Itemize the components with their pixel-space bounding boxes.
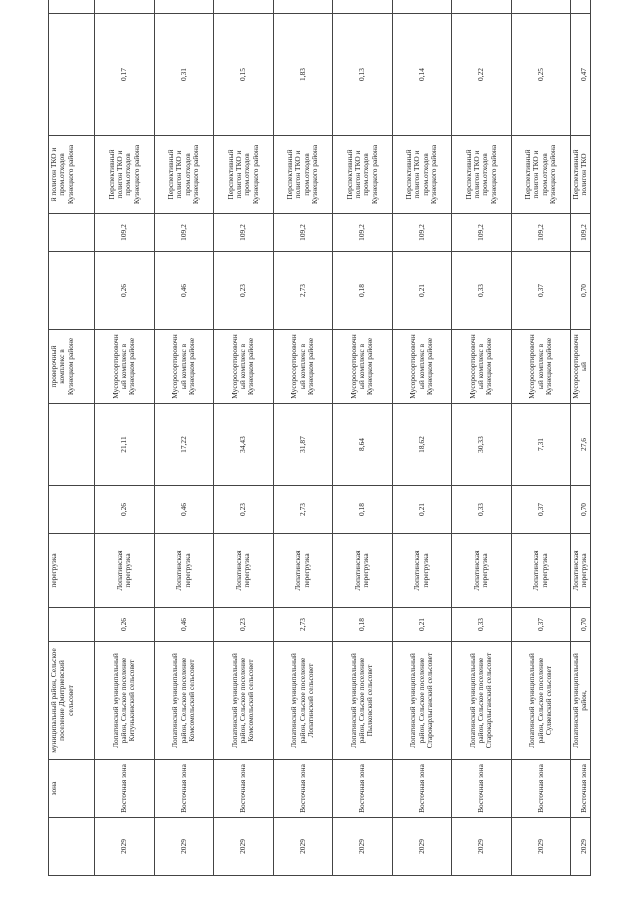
cell-mass-1: 0,23: [214, 608, 274, 642]
cell-mass-5: [49, 14, 95, 136]
cell-facility-2: Перспективный полигон ТКО и пром.отходов Кузнецкого района: [392, 136, 452, 214]
cell-facility-1: Мусоросортировочный комплекс в Кузнецком районе: [511, 330, 571, 404]
cell-capacity: 109,2: [214, 214, 274, 252]
cell-facility-2: Перспективный полигон ТКО и пром.отходов Кузнецкого района: [214, 136, 274, 214]
cell-mass-4: [49, 252, 95, 330]
cell-municipality: Лопатинский муниципальный район, Сельское поселение Старокарлыганский сельсовет: [392, 642, 452, 760]
cell-facility-1: Мусоросортировочный комплекс в Кузнецком районе: [154, 330, 214, 404]
cell-zone: Восточная зона: [392, 760, 452, 818]
cell-year: [49, 818, 95, 876]
cell-mass-4: 0,26: [95, 252, 155, 330]
table-row: [511, 0, 571, 876]
cell-mass-4: 0,70: [571, 252, 591, 330]
cell-mass-3: 34,43: [214, 404, 274, 486]
cell-year: 2029: [214, 818, 274, 876]
cell-operation: Лопатинская перегрузка: [392, 534, 452, 608]
cell-capacity: [49, 214, 95, 252]
cell-mass-1: 0,26: [95, 608, 155, 642]
cell-year: 2029: [392, 818, 452, 876]
cell-mass-2: 2,73: [273, 486, 333, 534]
cell-mass-4: 0,18: [333, 252, 393, 330]
cell-zone: Восточная зона: [154, 760, 214, 818]
cell-mass-2: 0,21: [392, 486, 452, 534]
cell-facility-2: й полигон ТКО и пром.отходов Кузнецкого района: [49, 136, 95, 214]
cell-year: 2029: [511, 818, 571, 876]
cell-mass-5: 0,14: [392, 14, 452, 136]
cell-operation: перегрузка: [49, 534, 95, 608]
cell-mass-1: 0,37: [511, 608, 571, 642]
table-row: [273, 0, 333, 876]
cell-mass-2: 0,33: [452, 486, 512, 534]
cell-zone: Восточная зона: [333, 760, 393, 818]
cell-municipality: муниципальный район, Сельское поселение Дмитриевский сельсовет: [49, 642, 95, 760]
cell-facility-2: Перспективный полигон ТКО и пром.отходов Кузнецкого района: [511, 136, 571, 214]
cell-mass-3: 27,6: [571, 404, 591, 486]
cell-mass-2: 0,70: [571, 486, 591, 534]
cell-mass-5: 1,83: [273, 14, 333, 136]
cell-facility-1: Мусоросортировочный комплекс в Кузнецком районе: [273, 330, 333, 404]
cell-municipality: Лопатинский муниципальный район, Сельское поселение Лопатинский сельсовет: [273, 642, 333, 760]
table-row: [154, 0, 214, 876]
cell-municipality: Лопатинский муниципальный район, Сельское поселение Комсомольский сельсовет: [154, 642, 214, 760]
cell-mass-5: 0,25: [511, 14, 571, 136]
cell-municipality: Лопатинский муниципальный район, Сельское поселение Китунькинский сельсовет: [95, 642, 155, 760]
cell-mass-2: 0,26: [95, 486, 155, 534]
cell-facility-1: Мусоросортировочный комплекс в Кузнецком районе: [214, 330, 274, 404]
cell-operation: Лопатинская перегрузка: [333, 534, 393, 608]
table-row: [452, 0, 512, 876]
cell-mass-4: 0,33: [452, 252, 512, 330]
cell-mass-3: 21,11: [95, 404, 155, 486]
cell-zone: Восточная зона: [214, 760, 274, 818]
cell-facility-2: Перспективный полигон ТКО и пром.отходов Кузнецкого района: [154, 136, 214, 214]
waste-flow-table: [48, 0, 591, 876]
cell-operation: Лопатинская перегрузка: [571, 534, 591, 608]
cell-mass-2: 0,46: [154, 486, 214, 534]
cell-mass-3: 18,62: [392, 404, 452, 486]
table-row-partial-top: [49, 0, 95, 876]
cell-operation: Лопатинская перегрузка: [154, 534, 214, 608]
cell-facility-1: Мусоросортировочный комплекс в Кузнецком районе: [95, 330, 155, 404]
cell-facility-1: проверочный комплекс в Кузнецком районе: [49, 330, 95, 404]
cell-mass-5: 0,31: [154, 14, 214, 136]
cell-mass-2: 0,18: [333, 486, 393, 534]
cell-zone: зона: [49, 760, 95, 818]
cell-mass-6: [273, 0, 333, 14]
cell-capacity: 109,2: [154, 214, 214, 252]
cell-mass-5: 0,47: [571, 14, 591, 136]
cell-capacity: 109,2: [95, 214, 155, 252]
cell-operation: Лопатинская перегрузка: [95, 534, 155, 608]
cell-mass-6: [154, 0, 214, 14]
cell-capacity: 109,2: [511, 214, 571, 252]
cell-mass-4: 0,46: [154, 252, 214, 330]
cell-mass-1: 0,33: [452, 608, 512, 642]
cell-facility-1: Мусоросортировочный комплекс в Кузнецком районе: [333, 330, 393, 404]
cell-zone: Восточная зона: [273, 760, 333, 818]
cell-mass-6: [452, 0, 512, 14]
table-row: [392, 0, 452, 876]
table-row: [214, 0, 274, 876]
cell-mass-3: 17,22: [154, 404, 214, 486]
table-body: [49, 0, 591, 876]
cell-mass-4: 2,73: [273, 252, 333, 330]
cell-capacity: 109,2: [571, 214, 591, 252]
cell-facility-1: Мусоросортировочный: [571, 330, 591, 404]
cell-facility-2: Перспективный полигон ТКО и пром.отходов Кузнецкого района: [333, 136, 393, 214]
cell-mass-4: 0,23: [214, 252, 274, 330]
cell-mass-6: [511, 0, 571, 14]
cell-operation: Лопатинская перегрузка: [511, 534, 571, 608]
cell-capacity: 109,2: [273, 214, 333, 252]
cell-mass-4: 0,21: [392, 252, 452, 330]
cell-year: 2029: [154, 818, 214, 876]
cell-municipality: Лопатинский муниципальный район, Сельское поселение Старокарлыганский сельсовет: [452, 642, 512, 760]
cell-mass-1: [49, 608, 95, 642]
cell-mass-3: 8,64: [333, 404, 393, 486]
cell-mass-6: [214, 0, 274, 14]
cell-mass-3: 7,31: [511, 404, 571, 486]
cell-mass-5: 0,22: [452, 14, 512, 136]
cell-mass-3: [49, 404, 95, 486]
cell-year: 2029: [452, 818, 512, 876]
cell-operation: Лопатинская перегрузка: [214, 534, 274, 608]
cell-mass-6: [95, 0, 155, 14]
cell-operation: Лопатинская перегрузка: [273, 534, 333, 608]
cell-capacity: 109,2: [333, 214, 393, 252]
cell-zone: Восточная зона: [95, 760, 155, 818]
cell-mass-1: 0,18: [333, 608, 393, 642]
cell-mass-6: [571, 0, 591, 14]
cell-municipality: Лопатинский муниципальный район,: [571, 642, 591, 760]
cell-facility-1: Мусоросортировочный комплекс в Кузнецком районе: [392, 330, 452, 404]
cell-mass-2: 0,37: [511, 486, 571, 534]
cell-municipality: Лопатинский муниципальный район, Сельское поселение Комсомольский сельсовет: [214, 642, 274, 760]
cell-year: 2029: [273, 818, 333, 876]
cell-capacity: 109,2: [392, 214, 452, 252]
rotated-page: [48, 16, 591, 876]
cell-mass-3: 30,33: [452, 404, 512, 486]
cell-facility-2: Перспективный полигон ТКО и пром.отходов Кузнецкого района: [95, 136, 155, 214]
cell-mass-4: 0,37: [511, 252, 571, 330]
cell-mass-2: 0,23: [214, 486, 274, 534]
cell-mass-5: 0,17: [95, 14, 155, 136]
cell-mass-6: [392, 0, 452, 14]
cell-zone: Восточная зона: [511, 760, 571, 818]
cell-mass-1: 0,21: [392, 608, 452, 642]
cell-year: 2029: [95, 818, 155, 876]
table-row-partial-bottom: [571, 0, 591, 876]
cell-facility-2: Перспективный полигон ТКО: [571, 136, 591, 214]
table-row: [95, 0, 155, 876]
cell-zone: Восточная зона: [571, 760, 591, 818]
cell-mass-1: 2,73: [273, 608, 333, 642]
cell-municipality: Лопатинский муниципальный район, Сельское поселение Пылковский сельсовет: [333, 642, 393, 760]
cell-mass-5: 0,15: [214, 14, 274, 136]
cell-facility-2: Перспективный полигон ТКО и пром.отходов Кузнецкого района: [452, 136, 512, 214]
cell-operation: Лопатинская перегрузка: [452, 534, 512, 608]
cell-mass-5: 0,13: [333, 14, 393, 136]
cell-facility-2: Перспективный полигон ТКО и пром.отходов Кузнецкого района: [273, 136, 333, 214]
cell-mass-2: [49, 486, 95, 534]
cell-mass-3: 31,87: [273, 404, 333, 486]
cell-mass-1: 0,46: [154, 608, 214, 642]
cell-zone: Восточная зона: [452, 760, 512, 818]
cell-mass-1: 0,70: [571, 608, 591, 642]
cell-year: 2029: [333, 818, 393, 876]
cell-year: 2029: [571, 818, 591, 876]
cell-mass-6: [333, 0, 393, 14]
cell-municipality: Лопатинский муниципальный район, Сельское поселение Суляевский сельсовет: [511, 642, 571, 760]
cell-mass-6: [49, 0, 95, 14]
cell-facility-1: Мусоросортировочный комплекс в Кузнецком районе: [452, 330, 512, 404]
cell-capacity: 109,2: [452, 214, 512, 252]
table-row: [333, 0, 393, 876]
